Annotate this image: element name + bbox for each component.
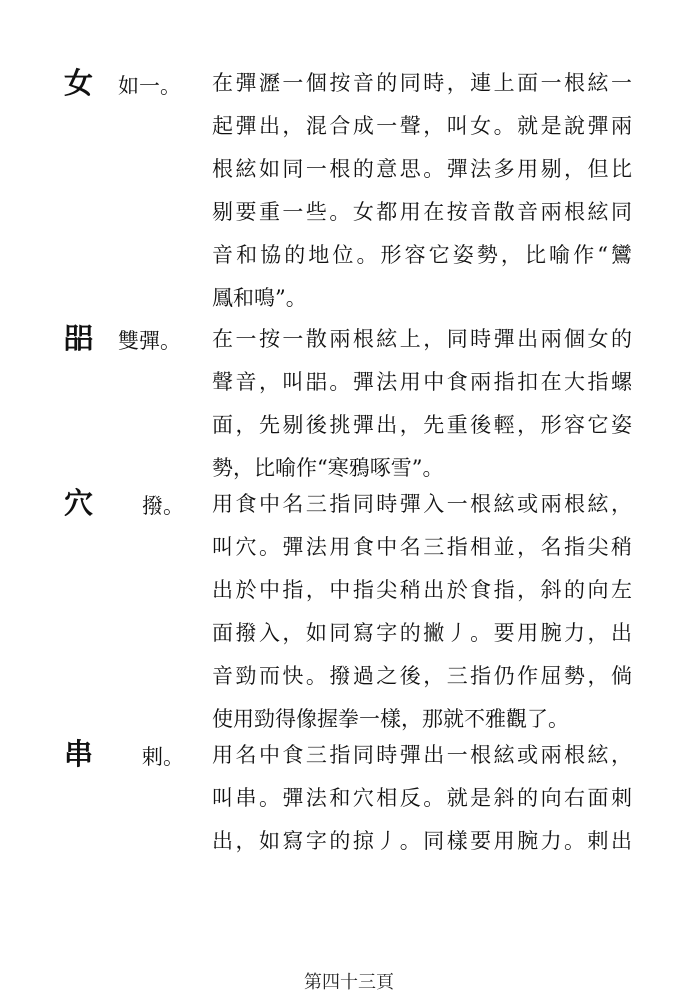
body-line: 鳳和鳴”。 [212, 286, 307, 310]
body-line: 音勁而快。撥過之後，三指仍作屈勢，倘 [212, 664, 632, 688]
body-line: 勢，比喻作“寒鴉啄雪”。 [212, 456, 444, 480]
entry-body [212, 318, 632, 490]
body-line: 在一按一散兩根絃上，同時彈出兩個⼥的 [212, 327, 632, 351]
page-number: 第四十三頁 [304, 972, 394, 993]
body-line: 叫串。彈法和⽳相反。就是斜的向右面刺 [212, 786, 632, 810]
entry-body [212, 734, 632, 863]
body-line: 聲音，叫㗊。彈法用中食兩指扣在大指螺 [212, 370, 632, 394]
body-line: 面，先剔後挑彈出，先重後輕，形容它姿 [212, 413, 632, 437]
body-line: 叫⽳。彈法用食中名三指相並，名指尖稍 [212, 535, 632, 559]
body-line: 起彈出，混合成一聲，叫⼥。就是說彈兩 [212, 114, 632, 138]
body-line: 出，如寫字的掠丿。同樣要用腕力。剌出 [212, 829, 632, 853]
body-line: 根絃如同一根的意思。彈法多用剔，但比 [212, 157, 632, 181]
body-line: 用名中食三指同時彈出一根絃或兩根絃， [212, 743, 632, 767]
body-line: 剔要重一些。⼥都用在按音散音兩根絃同 [212, 200, 632, 224]
body-line: 出於中指，中指尖稍出於食指，斜的向左 [212, 578, 632, 602]
body-line: 使用勁得像握拳一樣，那就不雅觀了。 [212, 707, 569, 731]
entry-symbol: ⽳ [64, 486, 94, 520]
entry-symbol: 串 [64, 737, 94, 771]
body-line: 音和協的地位。形容它姿勢，比喻作“鸞 [212, 243, 632, 267]
body-line: 在彈瀝一個按音的同時，連上面一根絃一 [212, 71, 632, 95]
body-line: 用食中名三指同時彈入一根絃或兩根絃， [212, 492, 632, 516]
body-line: 面撥入，如同寫字的撇丿。要用腕力，出 [212, 621, 632, 645]
entry-body [212, 483, 632, 741]
entry-symbol: 㗊 [64, 321, 94, 355]
entry-body [212, 62, 632, 320]
entry-term: 雙彈。 [118, 329, 181, 353]
entry-term: 如一。 [118, 74, 181, 98]
entry-term: 撥。 [142, 494, 184, 518]
entry-term: 剌。 [142, 745, 184, 769]
entry-symbol: ⼥ [64, 66, 94, 100]
